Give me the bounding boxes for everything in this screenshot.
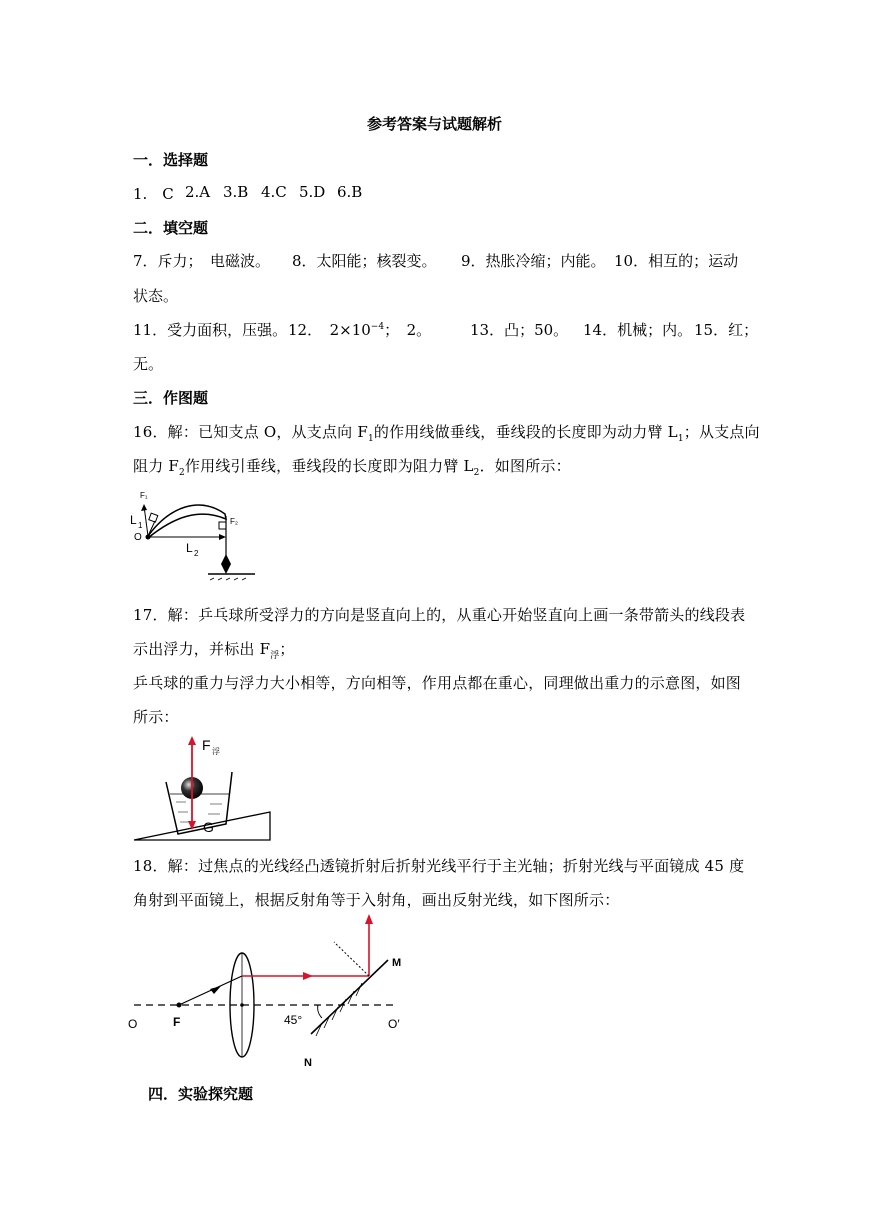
l1-label: L xyxy=(130,513,137,527)
page-title: 参考答案与试题解析 xyxy=(366,115,502,133)
angle-label: 45° xyxy=(284,1013,303,1027)
water-ripples xyxy=(176,802,222,822)
q17-line-3: 乒乓球的重力与浮力大小相等，方向相等，作用点都在重心，同理做出重力的示意图，如图 xyxy=(133,674,742,692)
answer-5: 5.D xyxy=(299,183,326,201)
incident-ray xyxy=(179,976,242,1005)
answer-7: 7．斥力； 电磁波。 xyxy=(133,252,271,270)
l2-arrowhead xyxy=(219,534,226,540)
f2-label: F₂ xyxy=(230,517,238,526)
q17-line-1: 17．解：乒乓球所受浮力的方向是竖直向上的，从重心开始竖直向上画一条带箭头的线段表 xyxy=(133,606,746,624)
pivot-label: O xyxy=(134,532,142,543)
stake xyxy=(221,554,231,574)
lever-arm xyxy=(148,505,226,538)
answer-6: 6.B xyxy=(337,183,363,201)
incident-arrowhead xyxy=(210,986,221,994)
q17-line-4: 所示： xyxy=(133,708,179,726)
q16-line-2: 阻力 $F_2$作用线引垂线，垂线段的长度即为阻力臂 $L_2$．如图所示： xyxy=(133,457,571,478)
section-heading-experiment: 四．实验探究题 xyxy=(148,1085,254,1103)
lever-diagram xyxy=(130,486,270,586)
l1-right-angle xyxy=(149,513,158,522)
angle-arc xyxy=(318,1005,322,1018)
buoyancy-diagram xyxy=(130,732,275,844)
axis-label-o: O xyxy=(128,1017,138,1031)
section-heading-drawing: 三．作图题 xyxy=(133,389,209,407)
answer-9: 9．热胀冷缩；内能。 xyxy=(461,252,606,270)
incline xyxy=(134,812,270,840)
q18-line-1: 18．解：过焦点的光线经凸透镜折射后折射光线平行于主光轴；折射光线与平面镜成 45 度 xyxy=(133,857,745,875)
buoyancy-label-sub: 浮 xyxy=(212,747,220,756)
f1-line xyxy=(144,506,148,536)
l2-sub: 2 xyxy=(194,549,199,558)
answer-12: 12． $2\times 10^{-4}$； 2。 xyxy=(288,321,432,339)
answer-1: 1. C xyxy=(133,185,174,203)
answer-15: 15．红； xyxy=(694,321,759,339)
q16-line-1: 16．解：已知支点 O，从支点向 $F_1$的作用线做垂线，垂线段的长度即为动力臂 $L_1$；从支点向 xyxy=(133,423,760,444)
answer-13: 13．凸；50。 xyxy=(470,321,569,339)
answer-15-cont: 无。 xyxy=(133,355,164,373)
section-heading-choice: 一．选择题 xyxy=(133,151,209,169)
answer-10: 10．相互的；运动 xyxy=(614,252,739,270)
answer-2: 2.A xyxy=(185,183,211,201)
focal-label: F xyxy=(173,1015,181,1029)
mirror-label-m: M xyxy=(392,957,402,969)
buoyancy-label: F xyxy=(202,737,211,753)
plane-mirror xyxy=(311,960,388,1034)
answer-8: 8．太阳能；核裂变。 xyxy=(292,252,437,270)
buoyancy-arrowhead xyxy=(188,736,196,745)
mirror-label-n: N xyxy=(304,1057,312,1069)
optics-diagram xyxy=(126,910,426,1075)
normal-line xyxy=(334,942,369,976)
q18-line-2: 角射到平面镜上，根据反射角等于入射角，画出反射光线，如下图所示： xyxy=(133,891,620,909)
l2-label: L xyxy=(186,541,193,555)
answer-3: 3.B xyxy=(223,183,249,201)
answer-14: 14．机械；内。 xyxy=(583,321,693,339)
answer-4: 4.C xyxy=(261,183,287,201)
f1-arrowhead xyxy=(141,504,147,511)
l1-sub: 1 xyxy=(138,521,143,530)
f1-label: F₁ xyxy=(140,491,148,500)
f2-right-angle xyxy=(219,522,226,529)
reflected-arrowhead xyxy=(365,914,373,924)
pivot-point xyxy=(146,535,151,540)
gravity-label: G xyxy=(203,819,214,835)
ground-hatch xyxy=(210,578,246,580)
section-heading-fill: 二．填空题 xyxy=(133,219,209,237)
answer-10-cont: 状态。 xyxy=(133,287,179,305)
q17-line-2: 示出浮力，并标出 $F_浮$； xyxy=(133,640,295,661)
answer-11: 11．受力面积，压强。 xyxy=(133,321,288,339)
refracted-arrowhead xyxy=(303,972,313,980)
lens-optical-center xyxy=(240,1003,244,1007)
axis-label-o2: O′ xyxy=(388,1017,400,1031)
